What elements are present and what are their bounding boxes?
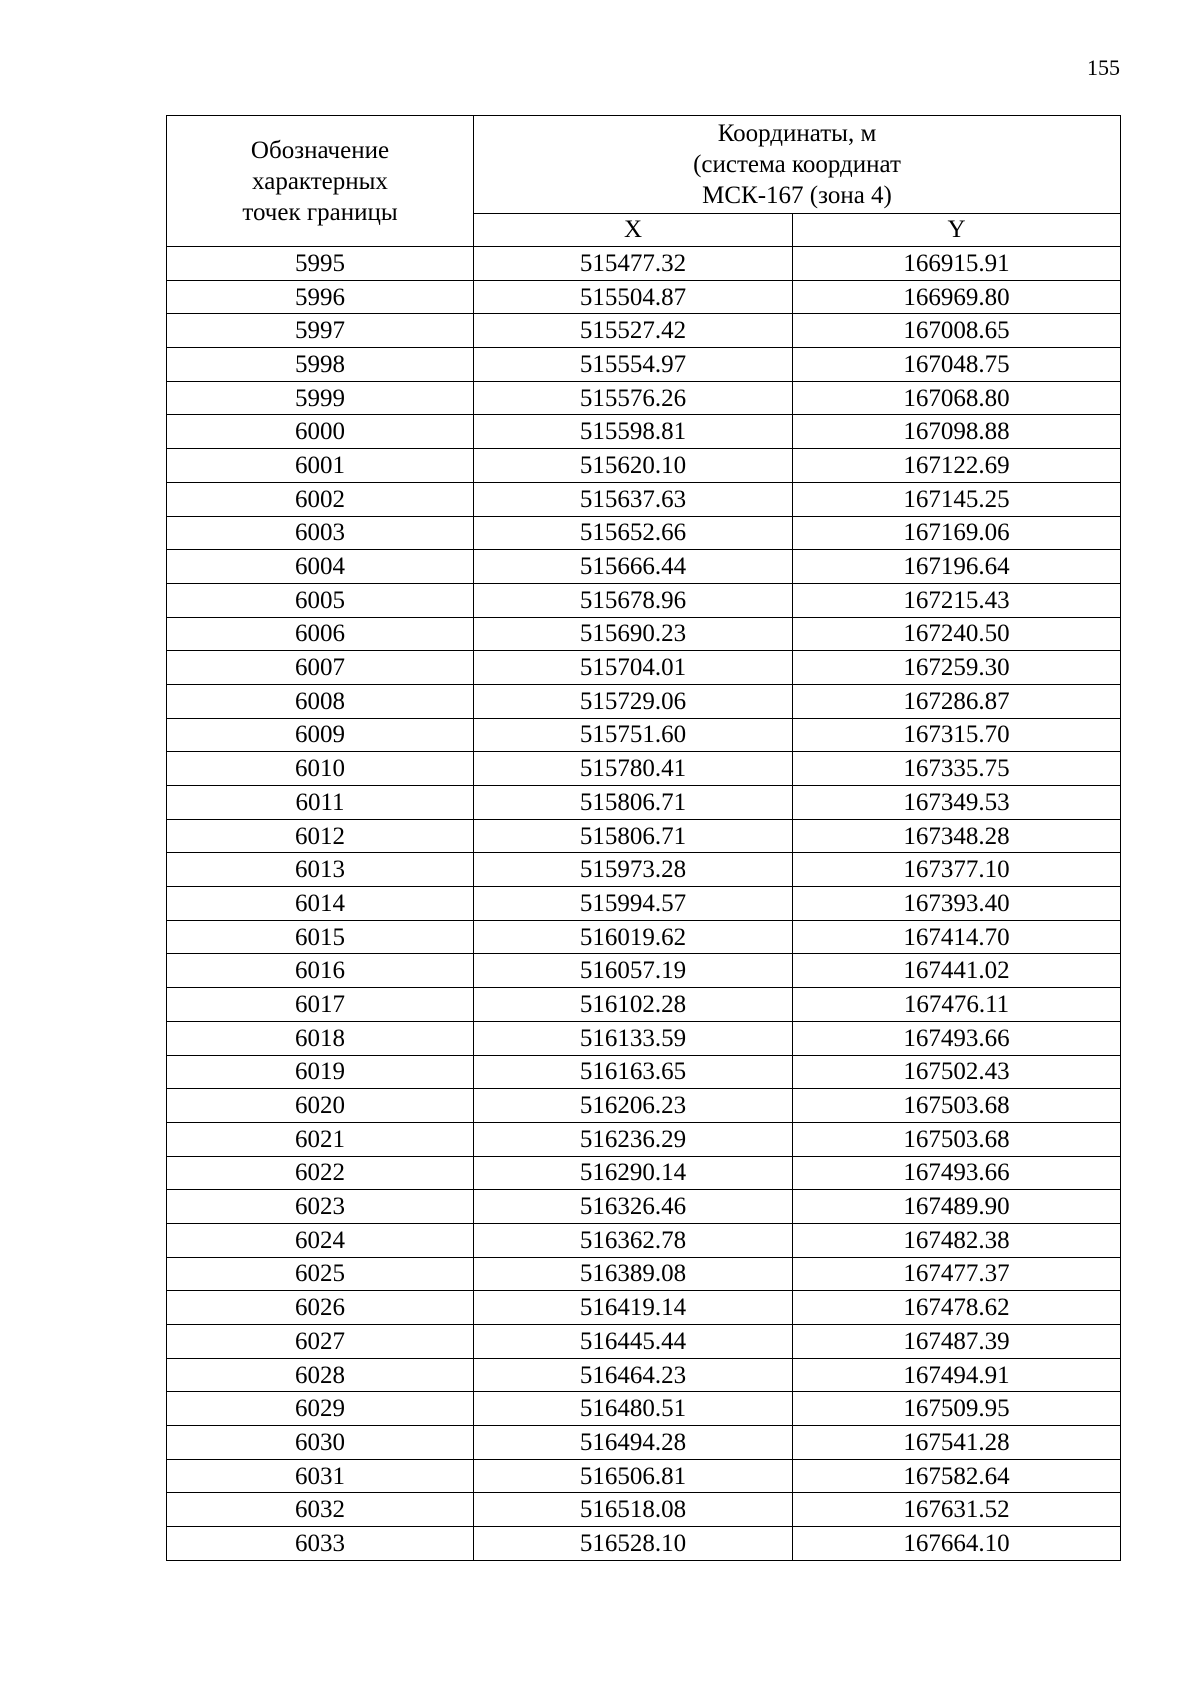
x-cell: 516057.19: [474, 954, 793, 988]
point-id-cell: 6023: [167, 1190, 474, 1224]
y-cell: 167286.87: [793, 684, 1121, 718]
point-id-cell: 6030: [167, 1426, 474, 1460]
point-id-cell: 6000: [167, 415, 474, 449]
x-cell: 516326.46: [474, 1190, 793, 1224]
y-cell: 167631.52: [793, 1493, 1121, 1527]
point-id-cell: 6032: [167, 1493, 474, 1527]
y-cell: 167493.66: [793, 1021, 1121, 1055]
coordinates-header-line: МСК-167 (зона 4): [702, 182, 892, 209]
table-row: [167, 853, 1121, 887]
point-id-cell: 6003: [167, 516, 474, 550]
table-row: [167, 1089, 1121, 1123]
table-row: [167, 1021, 1121, 1055]
table-row: [167, 550, 1121, 584]
table-row: [167, 516, 1121, 550]
table-row: [167, 381, 1121, 415]
point-id-cell: 6019: [167, 1055, 474, 1089]
table-row: [167, 314, 1121, 348]
coordinates-header: [474, 116, 1121, 214]
table-row: [167, 348, 1121, 382]
y-cell: 167487.39: [793, 1325, 1121, 1359]
y-cell: 167145.25: [793, 482, 1121, 516]
y-cell: 167215.43: [793, 583, 1121, 617]
point-id-cell: 6020: [167, 1089, 474, 1123]
table-row: [167, 752, 1121, 786]
x-cell: 515729.06: [474, 684, 793, 718]
table-body: [167, 247, 1121, 1561]
x-cell: 515780.41: [474, 752, 793, 786]
coordinates-header-line: (система координат: [693, 151, 901, 178]
x-cell: 515666.44: [474, 550, 793, 584]
y-cell: 167068.80: [793, 381, 1121, 415]
y-cell: 167349.53: [793, 786, 1121, 820]
table-row: [167, 583, 1121, 617]
point-id-cell: 6006: [167, 617, 474, 651]
y-cell: 167393.40: [793, 887, 1121, 921]
x-cell: 516290.14: [474, 1156, 793, 1190]
point-id-cell: 6022: [167, 1156, 474, 1190]
x-cell: 515806.71: [474, 819, 793, 853]
y-cell: 167441.02: [793, 954, 1121, 988]
point-id-cell: 6014: [167, 887, 474, 921]
x-cell: 515477.32: [474, 247, 793, 281]
y-cell: 167414.70: [793, 920, 1121, 954]
table-row: [167, 887, 1121, 921]
table-row: [167, 1122, 1121, 1156]
point-id-cell: 5995: [167, 247, 474, 281]
y-cell: 167169.06: [793, 516, 1121, 550]
y-cell: 167377.10: [793, 853, 1121, 887]
y-cell: 167582.64: [793, 1459, 1121, 1493]
point-id-cell: 6013: [167, 853, 474, 887]
y-cell: 167482.38: [793, 1223, 1121, 1257]
table-row: [167, 1358, 1121, 1392]
table-row: [167, 449, 1121, 483]
y-cell: 166915.91: [793, 247, 1121, 281]
point-id-cell: 6005: [167, 583, 474, 617]
y-cell: 167477.37: [793, 1257, 1121, 1291]
point-id-cell: 6015: [167, 920, 474, 954]
x-cell: 515973.28: [474, 853, 793, 887]
point-id-cell: 5998: [167, 348, 474, 382]
x-cell: 516480.51: [474, 1392, 793, 1426]
x-cell: 515637.63: [474, 482, 793, 516]
y-cell: 167493.66: [793, 1156, 1121, 1190]
x-cell: 515554.97: [474, 348, 793, 382]
y-cell: 167502.43: [793, 1055, 1121, 1089]
point-id-cell: 6031: [167, 1459, 474, 1493]
point-id-header-line: характерных: [252, 167, 388, 195]
y-cell: 167348.28: [793, 819, 1121, 853]
table-row: [167, 954, 1121, 988]
table-row: [167, 1459, 1121, 1493]
x-cell: 515751.60: [474, 718, 793, 752]
table-row: [167, 684, 1121, 718]
x-cell: 516494.28: [474, 1426, 793, 1460]
y-cell: 167478.62: [793, 1291, 1121, 1325]
point-id-cell: 5997: [167, 314, 474, 348]
x-cell: 516102.28: [474, 988, 793, 1022]
x-cell: 515678.96: [474, 583, 793, 617]
x-cell: 516163.65: [474, 1055, 793, 1089]
coordinates-table: [166, 115, 1121, 1561]
table-row: [167, 1156, 1121, 1190]
y-cell: 167494.91: [793, 1358, 1121, 1392]
x-cell: 515652.66: [474, 516, 793, 550]
table-row: [167, 1190, 1121, 1224]
point-id-cell: 6027: [167, 1325, 474, 1359]
y-cell: 167315.70: [793, 718, 1121, 752]
x-cell: 516528.10: [474, 1527, 793, 1561]
table-row: [167, 1055, 1121, 1089]
point-id-cell: 6011: [167, 786, 474, 820]
coordinates-header-line: Координаты, м: [717, 120, 877, 147]
point-id-cell: 5999: [167, 381, 474, 415]
y-cell: 166969.80: [793, 280, 1121, 314]
x-cell: 515527.42: [474, 314, 793, 348]
table-row: [167, 1426, 1121, 1460]
y-cell: 167489.90: [793, 1190, 1121, 1224]
table-row: [167, 920, 1121, 954]
x-cell: 516506.81: [474, 1459, 793, 1493]
x-cell: 515576.26: [474, 381, 793, 415]
table-row: [167, 988, 1121, 1022]
y-cell: 167476.11: [793, 988, 1121, 1022]
table-row: [167, 819, 1121, 853]
y-cell: 167259.30: [793, 651, 1121, 685]
table-row: [167, 1223, 1121, 1257]
table-header: [167, 116, 1121, 247]
x-cell: 516464.23: [474, 1358, 793, 1392]
point-id-cell: 6028: [167, 1358, 474, 1392]
x-cell: 515704.01: [474, 651, 793, 685]
point-id-cell: 6001: [167, 449, 474, 483]
point-id-cell: 6009: [167, 718, 474, 752]
point-id-cell: 5996: [167, 280, 474, 314]
y-cell: 167503.68: [793, 1122, 1121, 1156]
y-cell: 167664.10: [793, 1527, 1121, 1561]
point-id-cell: 6010: [167, 752, 474, 786]
y-cell: 167240.50: [793, 617, 1121, 651]
table-row: [167, 786, 1121, 820]
table-row: [167, 415, 1121, 449]
point-id-cell: 6033: [167, 1527, 474, 1561]
table-row: [167, 1392, 1121, 1426]
y-cell: 167008.65: [793, 314, 1121, 348]
point-id-cell: 6026: [167, 1291, 474, 1325]
table-row: [167, 651, 1121, 685]
point-id-header-line: Обозначение: [250, 136, 390, 164]
point-id-cell: 6004: [167, 550, 474, 584]
y-cell: 167098.88: [793, 415, 1121, 449]
y-cell: 167122.69: [793, 449, 1121, 483]
x-cell: 516206.23: [474, 1089, 793, 1123]
y-cell: 167335.75: [793, 752, 1121, 786]
y-cell: 167541.28: [793, 1426, 1121, 1460]
x-cell: 516019.62: [474, 920, 793, 954]
table-row: [167, 482, 1121, 516]
y-cell: 167503.68: [793, 1089, 1121, 1123]
table-row: [167, 718, 1121, 752]
table-row: [167, 1493, 1121, 1527]
x-header: X: [474, 214, 793, 247]
page-number: 155: [1087, 55, 1120, 80]
x-cell: 516389.08: [474, 1257, 793, 1291]
point-id-cell: 6024: [167, 1223, 474, 1257]
table-row: [167, 247, 1121, 281]
point-id-cell: 6012: [167, 819, 474, 853]
point-id-cell: 6021: [167, 1122, 474, 1156]
point-id-cell: 6029: [167, 1392, 474, 1426]
table-row: [167, 280, 1121, 314]
point-id-cell: 6002: [167, 482, 474, 516]
point-id-cell: 6018: [167, 1021, 474, 1055]
y-cell: 167509.95: [793, 1392, 1121, 1426]
point-id-header: [167, 116, 474, 247]
table-row: [167, 1291, 1121, 1325]
point-id-cell: 6016: [167, 954, 474, 988]
x-cell: 516518.08: [474, 1493, 793, 1527]
x-cell: 515690.23: [474, 617, 793, 651]
x-cell: 515620.10: [474, 449, 793, 483]
x-cell: 516236.29: [474, 1122, 793, 1156]
table-row: [167, 617, 1121, 651]
y-header: Y: [793, 214, 1121, 247]
x-cell: 515806.71: [474, 786, 793, 820]
point-id-cell: 6007: [167, 651, 474, 685]
point-id-header-line: точек границы: [242, 198, 398, 226]
table-row: [167, 1257, 1121, 1291]
x-cell: 516445.44: [474, 1325, 793, 1359]
point-id-cell: 6025: [167, 1257, 474, 1291]
point-id-cell: 6017: [167, 988, 474, 1022]
x-cell: 515994.57: [474, 887, 793, 921]
x-cell: 515598.81: [474, 415, 793, 449]
x-cell: 516133.59: [474, 1021, 793, 1055]
y-cell: 167196.64: [793, 550, 1121, 584]
point-id-cell: 6008: [167, 684, 474, 718]
table-row: [167, 1527, 1121, 1561]
x-cell: 516362.78: [474, 1223, 793, 1257]
x-cell: 516419.14: [474, 1291, 793, 1325]
y-cell: 167048.75: [793, 348, 1121, 382]
x-cell: 515504.87: [474, 280, 793, 314]
table-row: [167, 1325, 1121, 1359]
